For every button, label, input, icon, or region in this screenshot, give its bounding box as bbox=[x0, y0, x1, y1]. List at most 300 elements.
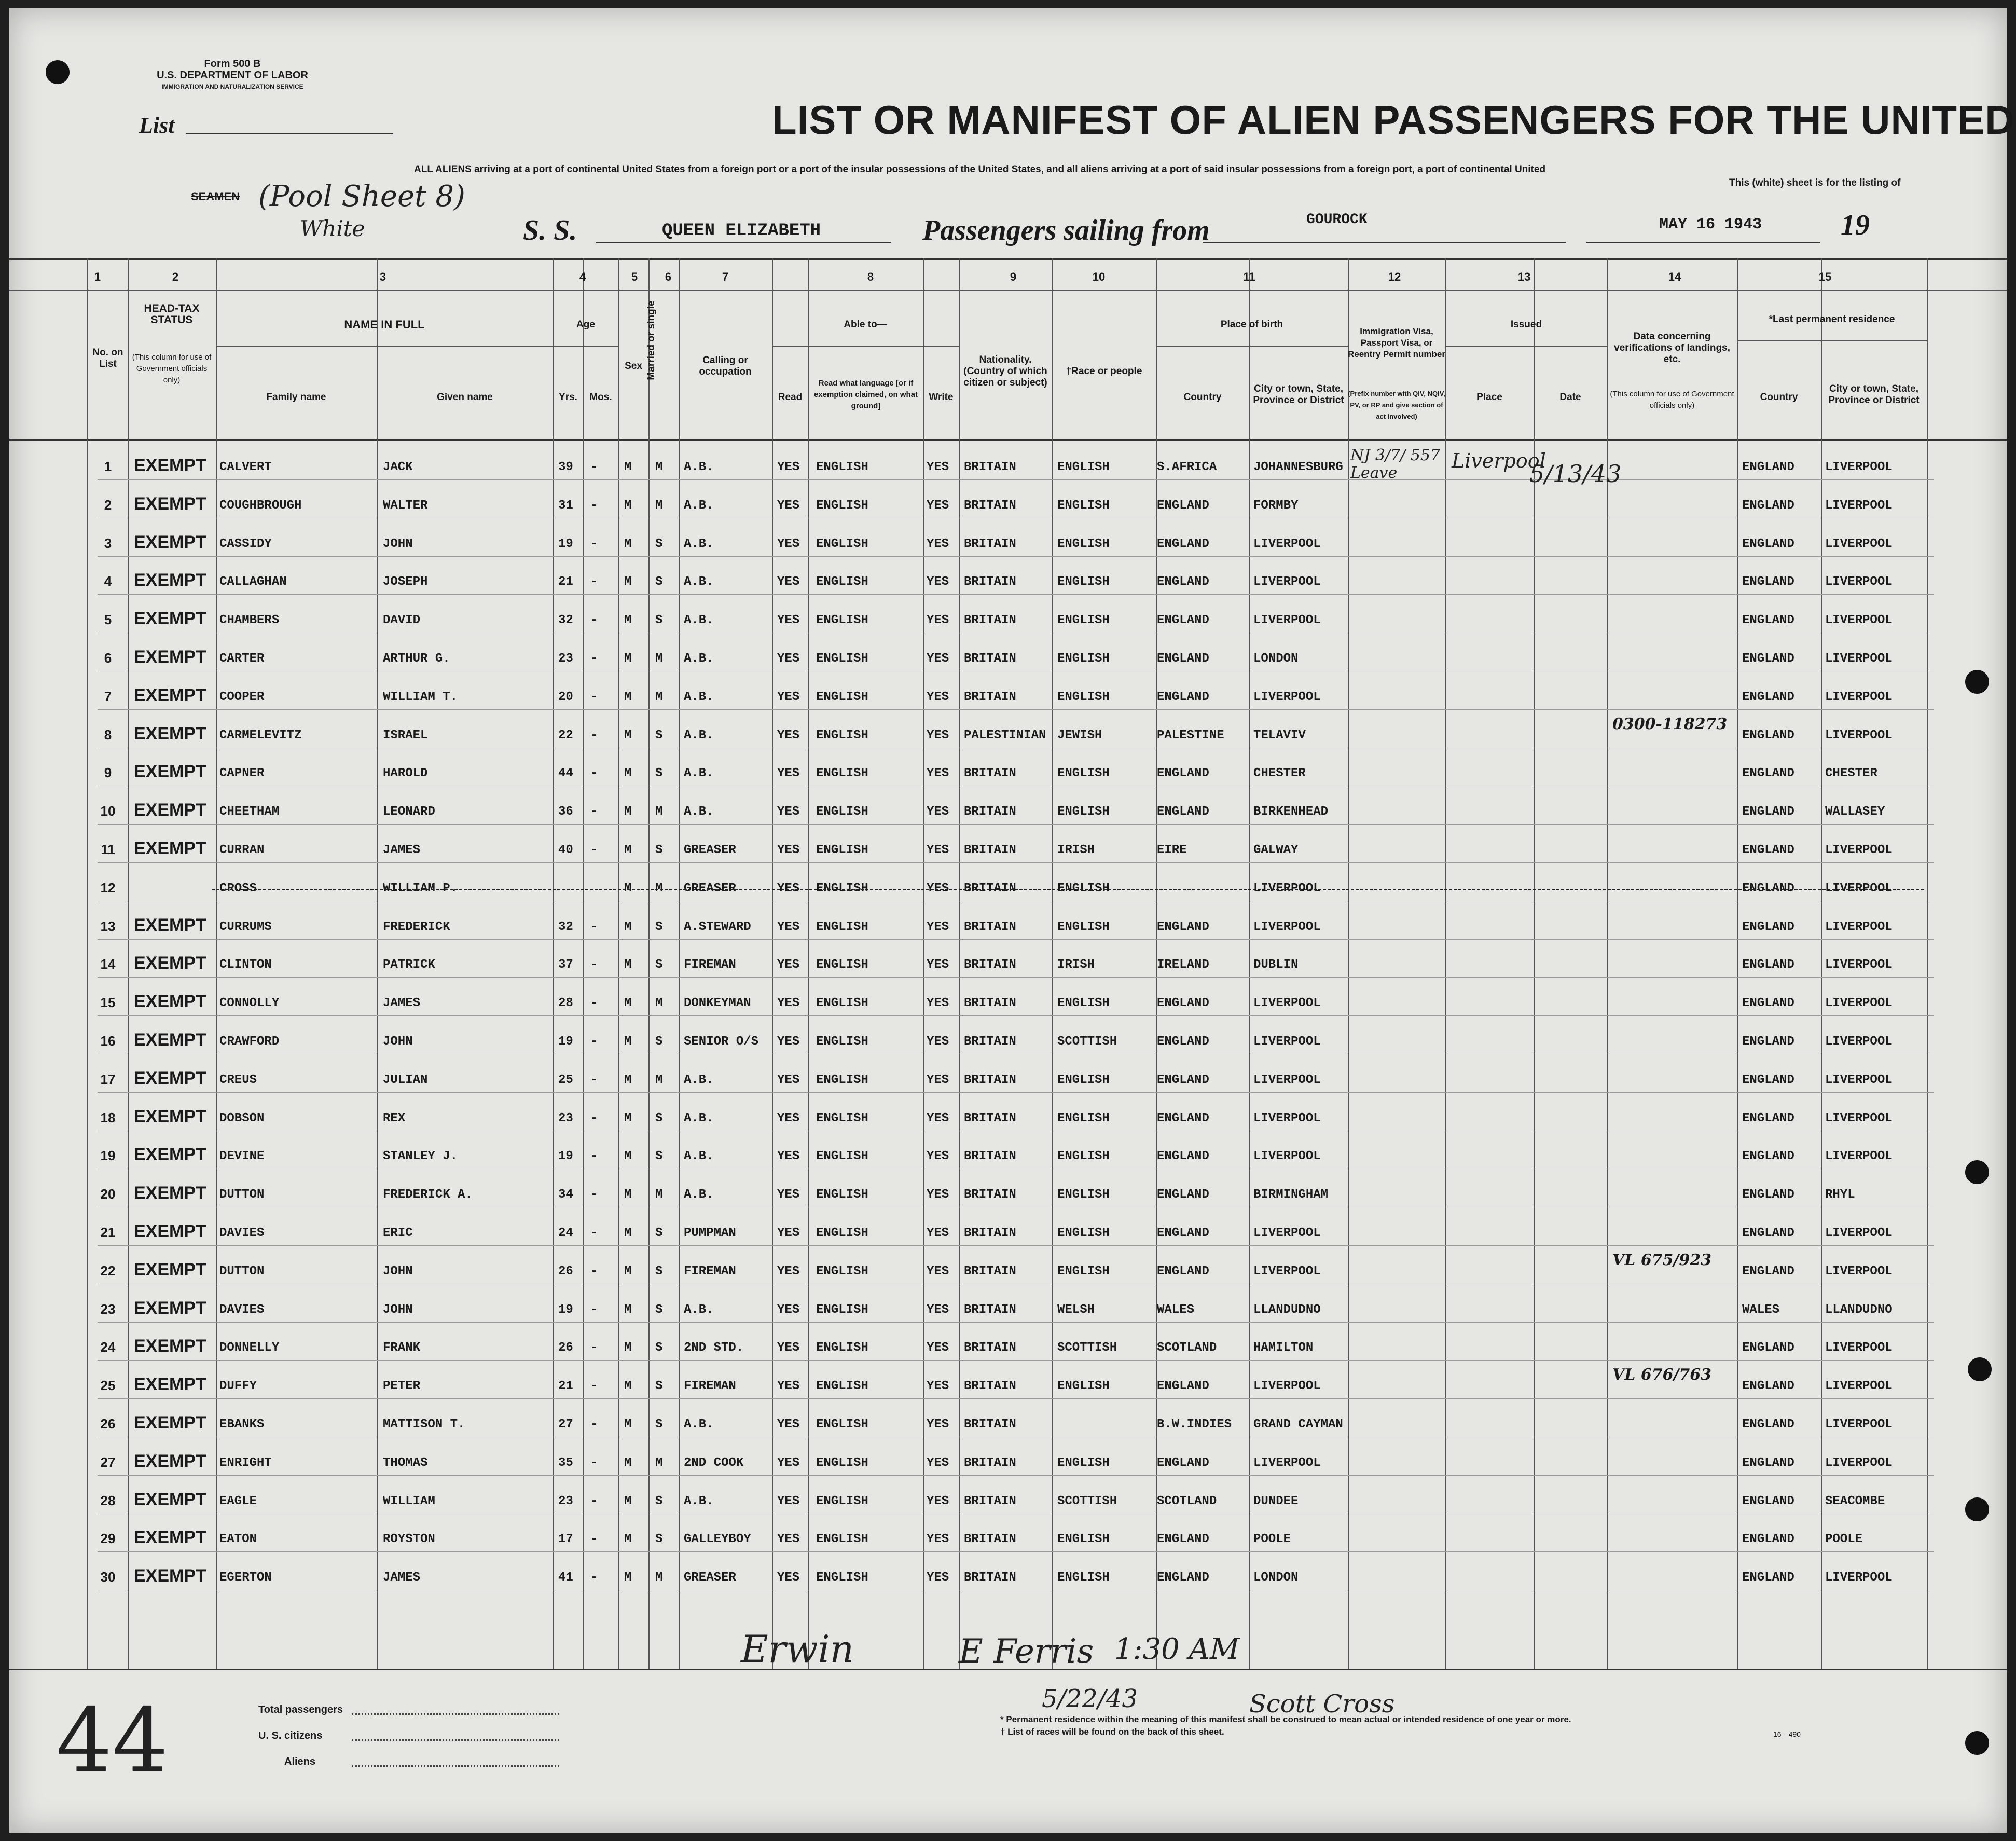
cell-sex: M bbox=[624, 1571, 632, 1585]
cell-lang: ENGLISH bbox=[816, 996, 868, 1011]
row-number: 17 bbox=[100, 1071, 116, 1087]
pool-sheet-note: (Pool Sheet 8) bbox=[258, 180, 465, 213]
cell-lang: ENGLISH bbox=[816, 652, 868, 666]
row-number: 10 bbox=[100, 803, 116, 819]
row-number: 30 bbox=[100, 1569, 116, 1585]
cell-rcountry: ENGLAND bbox=[1742, 805, 1794, 819]
cell-occ: SENIOR O/S bbox=[684, 1035, 759, 1049]
cell-mos: - bbox=[590, 537, 598, 551]
cell-write: YES bbox=[927, 805, 949, 819]
header-mos: Mos. bbox=[589, 392, 612, 403]
cell-yrs: 21 bbox=[558, 1379, 573, 1394]
cell-rcity: LIVERPOOL bbox=[1825, 537, 1893, 551]
cell-race: ENGLISH bbox=[1057, 575, 1110, 589]
punch-hole bbox=[1965, 670, 1989, 694]
cell-write: YES bbox=[927, 881, 949, 896]
cell-mos: - bbox=[590, 1264, 598, 1279]
row-number: 21 bbox=[100, 1225, 116, 1240]
cell-yrs: 41 bbox=[558, 1571, 573, 1585]
cell-sex: M bbox=[624, 766, 632, 781]
header-race: †Race or people bbox=[1066, 366, 1142, 377]
signature-cross: Scott Cross bbox=[1249, 1689, 1395, 1719]
cell-occ: 2ND STD. bbox=[684, 1341, 744, 1355]
cell-lang: ENGLISH bbox=[816, 1571, 868, 1585]
cell-ms: S bbox=[655, 1302, 663, 1317]
cell-mos: - bbox=[590, 996, 598, 1011]
col-num-3: 3 bbox=[379, 270, 386, 283]
head-tax-status: EXEMPT bbox=[134, 1106, 206, 1126]
cell-read: YES bbox=[777, 919, 800, 934]
header-landings: Data concerning verifications of landings, etc. bbox=[1614, 331, 1730, 365]
head-tax-status: EXEMPT bbox=[134, 1413, 206, 1433]
cell-ms: S bbox=[655, 1418, 663, 1432]
header-birth-country: Country bbox=[1183, 392, 1222, 403]
cell-lang: ENGLISH bbox=[816, 1302, 868, 1317]
header-res-city: City or town, State, Province or District bbox=[1828, 383, 1920, 406]
row-number: 20 bbox=[100, 1186, 116, 1202]
cell-occ: A.B. bbox=[684, 805, 714, 819]
cell-write: YES bbox=[927, 1188, 949, 1202]
cell-given: MATTISON T. bbox=[383, 1418, 465, 1432]
cell-ms: S bbox=[655, 1379, 663, 1394]
cell-sex: M bbox=[624, 1264, 632, 1279]
cell-rcountry: ENGLAND bbox=[1742, 1035, 1794, 1049]
row-divider bbox=[98, 939, 1934, 940]
cell-mos: - bbox=[590, 1494, 598, 1508]
cell-yrs: 23 bbox=[558, 1111, 573, 1125]
cell-family: EBANKS bbox=[219, 1418, 265, 1432]
cell-bcountry: ENGLAND bbox=[1157, 1264, 1209, 1279]
cell-bcountry: ENGLAND bbox=[1157, 1379, 1209, 1394]
cell-lang: ENGLISH bbox=[816, 919, 868, 934]
row-divider bbox=[98, 594, 1934, 595]
cell-occ: A.B. bbox=[684, 766, 714, 781]
cell-nat: BRITAIN bbox=[964, 575, 1016, 589]
cell-write: YES bbox=[927, 919, 949, 934]
cell-rcountry: ENGLAND bbox=[1742, 575, 1794, 589]
head-tax-status: EXEMPT bbox=[134, 685, 206, 705]
cell-ms: M bbox=[655, 460, 663, 474]
header-read: Read bbox=[778, 392, 803, 403]
cell-given: LEONARD bbox=[383, 805, 435, 819]
cell-read: YES bbox=[777, 958, 800, 972]
cell-family: CASSIDY bbox=[219, 537, 272, 551]
cell-nat: BRITAIN bbox=[964, 460, 1016, 474]
cell-bcountry: ENGLAND bbox=[1157, 1571, 1209, 1585]
cell-lang: ENGLISH bbox=[816, 1532, 868, 1547]
cell-ms: S bbox=[655, 728, 663, 743]
cell-mos: - bbox=[590, 728, 598, 743]
cell-sex: M bbox=[624, 613, 632, 628]
cell-occ: GREASER bbox=[684, 1571, 736, 1585]
cell-lang: ENGLISH bbox=[816, 498, 868, 513]
header-visa-note: (Prefix number with QIV, NQIV, PV, or RP and give section of act involved) bbox=[1348, 390, 1445, 420]
cell-race: ENGLISH bbox=[1057, 1264, 1110, 1279]
cell-sex: M bbox=[624, 460, 632, 474]
cell-rcountry: ENGLAND bbox=[1742, 1379, 1794, 1394]
cell-rcity: LIVERPOOL bbox=[1825, 881, 1893, 896]
cell-nat: BRITAIN bbox=[964, 1532, 1016, 1547]
cell-nat: BRITAIN bbox=[964, 766, 1016, 781]
header-issued-place: Place bbox=[1476, 392, 1502, 403]
cell-bcity: CHESTER bbox=[1253, 766, 1306, 781]
cell-race: ENGLISH bbox=[1057, 996, 1110, 1011]
cell-occ: A.B. bbox=[684, 575, 714, 589]
cell-bcity: LIVERPOOL bbox=[1253, 690, 1321, 704]
cell-rcountry: ENGLAND bbox=[1742, 996, 1794, 1011]
cell-race: ENGLISH bbox=[1057, 1188, 1110, 1202]
cell-sex: M bbox=[624, 575, 632, 589]
cell-rcity: LIVERPOOL bbox=[1825, 1379, 1893, 1394]
cell-rcountry: ENGLAND bbox=[1742, 728, 1794, 743]
cell-given: STANLEY J. bbox=[383, 1149, 458, 1164]
header-visa: Immigration Visa, Passport Visa, or Reentry Permit number bbox=[1348, 326, 1445, 359]
cell-bcity: BIRKENHEAD bbox=[1253, 805, 1329, 819]
cell-rcountry: ENGLAND bbox=[1742, 652, 1794, 666]
cell-read: YES bbox=[777, 1379, 800, 1394]
cell-nat: BRITAIN bbox=[964, 1149, 1016, 1164]
cell-bcountry: EIRE bbox=[1157, 843, 1187, 857]
cell-ms: M bbox=[655, 1571, 663, 1585]
cell-family: DUFFY bbox=[219, 1379, 257, 1394]
punch-hole bbox=[46, 60, 70, 84]
cell-write: YES bbox=[927, 1035, 949, 1049]
cell-rcountry: ENGLAND bbox=[1742, 1073, 1794, 1087]
cell-family: CONNOLLY bbox=[219, 996, 280, 1011]
cell-rcountry: ENGLAND bbox=[1742, 1532, 1794, 1547]
cell-ms: S bbox=[655, 537, 663, 551]
list-label: List bbox=[139, 113, 175, 138]
cell-lang: ENGLISH bbox=[816, 1073, 868, 1087]
cell-bcountry: ENGLAND bbox=[1157, 613, 1209, 628]
cell-yrs: 31 bbox=[558, 498, 573, 513]
cell-race: ENGLISH bbox=[1057, 1149, 1110, 1164]
cell-given: JAMES bbox=[383, 996, 421, 1011]
manifest-subtitle-1: ALL ALIENS arriving at a port of continental United States from a foreign port or a port of the insular possessions of the United States, and all aliens arriving at a port of said insular possessions from a foreign port, a port of continental United bbox=[414, 164, 1546, 175]
cell-write: YES bbox=[927, 1494, 949, 1508]
row-number: 5 bbox=[104, 612, 112, 628]
cell-occ: A.B. bbox=[684, 690, 714, 704]
cell-nat: BRITAIN bbox=[964, 805, 1016, 819]
cell-mos: - bbox=[590, 652, 598, 666]
cell-rcity: LIVERPOOL bbox=[1825, 690, 1893, 704]
cell-bcity: LONDON bbox=[1253, 652, 1299, 666]
cell-ms: S bbox=[655, 1111, 663, 1125]
cell-bcountry: ENGLAND bbox=[1157, 575, 1209, 589]
cell-lang: ENGLISH bbox=[816, 1111, 868, 1125]
cell-occ: A.B. bbox=[684, 613, 714, 628]
form-header bbox=[134, 58, 331, 92]
row1-issued-place-handwriting: Liverpool bbox=[1452, 449, 1546, 472]
cell-rcountry: ENGLAND bbox=[1742, 537, 1794, 551]
cell-nat: BRITAIN bbox=[964, 652, 1016, 666]
cell-sex: M bbox=[624, 537, 632, 551]
cell-write: YES bbox=[927, 1532, 949, 1547]
service-name: IMMIGRATION AND NATURALIZATION SERVICE bbox=[161, 83, 303, 90]
cell-write: YES bbox=[927, 1111, 949, 1125]
cell-yrs: 23 bbox=[558, 1494, 573, 1508]
cell-family: CROSS bbox=[219, 881, 257, 896]
cell-read: YES bbox=[777, 843, 800, 857]
cell-given: THOMAS bbox=[383, 1455, 428, 1470]
cell-occ: GALLEYBOY bbox=[684, 1532, 751, 1547]
cell-given: WILLIAM P. bbox=[383, 881, 458, 896]
cell-rcity: LIVERPOOL bbox=[1825, 1455, 1893, 1470]
cell-sex: M bbox=[624, 1532, 632, 1547]
head-tax-status: EXEMPT bbox=[134, 1259, 206, 1280]
total-passengers-label: Total passengers bbox=[258, 1704, 343, 1715]
header-issued: Issued bbox=[1510, 319, 1542, 330]
cell-bcountry: ENGLAND bbox=[1157, 805, 1209, 819]
cell-rcity: LLANDUDNO bbox=[1825, 1302, 1893, 1317]
cell-yrs: 19 bbox=[558, 537, 573, 551]
cell-rcountry: ENGLAND bbox=[1742, 1149, 1794, 1164]
cell-race: ENGLISH bbox=[1057, 1111, 1110, 1125]
cell-rcountry: ENGLAND bbox=[1742, 958, 1794, 972]
cell-nat: BRITAIN bbox=[964, 1302, 1016, 1317]
cell-family: CHEETHAM bbox=[219, 805, 280, 819]
cell-ms: M bbox=[655, 498, 663, 513]
cell-mos: - bbox=[590, 460, 598, 474]
cell-bcity: DUBLIN bbox=[1253, 958, 1299, 972]
cell-ms: S bbox=[655, 1035, 663, 1049]
row-number: 4 bbox=[104, 573, 112, 589]
sailing-label: Passengers sailing from bbox=[922, 214, 1210, 246]
row1-issued-date-handwriting: 5/13/43 bbox=[1529, 460, 1622, 488]
cell-yrs: 19 bbox=[558, 1302, 573, 1317]
cell-rcity: WALLASEY bbox=[1825, 805, 1885, 819]
cell-write: YES bbox=[927, 652, 949, 666]
cell-landing: VL 676/763 bbox=[1612, 1366, 1712, 1384]
cell-write: YES bbox=[927, 996, 949, 1011]
cell-sex: M bbox=[624, 652, 632, 666]
row-number: 26 bbox=[100, 1416, 116, 1432]
cell-lang: ENGLISH bbox=[816, 1418, 868, 1432]
cell-given: JOHN bbox=[383, 1264, 413, 1279]
cell-nat: BRITAIN bbox=[964, 919, 1016, 934]
cell-rcity: LIVERPOOL bbox=[1825, 1341, 1893, 1355]
cell-bcity: LIVERPOOL bbox=[1253, 1073, 1321, 1087]
cell-nat: BRITAIN bbox=[964, 537, 1016, 551]
cell-given: ARTHUR G. bbox=[383, 652, 450, 666]
cell-lang: ENGLISH bbox=[816, 1226, 868, 1240]
cell-occ: FIREMAN bbox=[684, 958, 736, 972]
col-num-14: 14 bbox=[1668, 270, 1681, 283]
cell-read: YES bbox=[777, 1418, 800, 1432]
header-nationality: Nationality. (Country of which citizen or subject) bbox=[963, 354, 1047, 388]
cell-lang: ENGLISH bbox=[816, 1264, 868, 1279]
row-number: 22 bbox=[100, 1262, 116, 1279]
cell-mos: - bbox=[590, 1226, 598, 1240]
cell-nat: BRITAIN bbox=[964, 1379, 1016, 1394]
cell-rcity: POOLE bbox=[1825, 1532, 1863, 1547]
cell-write: YES bbox=[927, 575, 949, 589]
cell-write: YES bbox=[927, 1226, 949, 1240]
row-divider bbox=[98, 709, 1934, 710]
cell-bcity: LIVERPOOL bbox=[1253, 1455, 1321, 1470]
cell-write: YES bbox=[927, 498, 949, 513]
time-note: 1:30 AM bbox=[1114, 1632, 1240, 1666]
cell-bcity: LIVERPOOL bbox=[1253, 996, 1321, 1011]
punch-hole bbox=[1965, 1497, 1989, 1521]
cell-nat: BRITAIN bbox=[964, 843, 1016, 857]
cell-rcity: RHYL bbox=[1825, 1188, 1855, 1202]
cell-ms: S bbox=[655, 1532, 663, 1547]
cell-mos: - bbox=[590, 1073, 598, 1087]
cell-nat: PALESTINIAN bbox=[964, 728, 1046, 743]
row-divider bbox=[98, 1322, 1934, 1323]
cell-bcountry: SCOTLAND bbox=[1157, 1341, 1217, 1355]
cell-occ: A.B. bbox=[684, 1149, 714, 1164]
cell-write: YES bbox=[927, 766, 949, 781]
col-num-13: 13 bbox=[1517, 270, 1531, 283]
cell-yrs: 44 bbox=[558, 766, 573, 781]
row-number: 27 bbox=[100, 1454, 116, 1470]
cell-mos: - bbox=[590, 1188, 598, 1202]
cell-race: ENGLISH bbox=[1057, 1379, 1110, 1394]
cell-yrs: 19 bbox=[558, 1035, 573, 1049]
cell-bcountry: ENGLAND bbox=[1157, 1532, 1209, 1547]
cell-given: JAMES bbox=[383, 843, 421, 857]
cell-read: YES bbox=[777, 728, 800, 743]
row-divider bbox=[98, 862, 1934, 863]
cell-ms: S bbox=[655, 766, 663, 781]
cell-write: YES bbox=[927, 537, 949, 551]
cell-rcountry: ENGLAND bbox=[1742, 1264, 1794, 1279]
head-tax-status: EXEMPT bbox=[134, 493, 206, 514]
head-tax-status: EXEMPT bbox=[134, 1145, 206, 1165]
cell-given: REX bbox=[383, 1111, 406, 1125]
strikethrough-line bbox=[212, 889, 1924, 890]
cell-race: ENGLISH bbox=[1057, 805, 1110, 819]
cell-rcity: SEACOMBE bbox=[1825, 1494, 1885, 1508]
cell-mos: - bbox=[590, 805, 598, 819]
cell-rcountry: ENGLAND bbox=[1742, 1418, 1794, 1432]
cell-sex: M bbox=[624, 1073, 632, 1087]
cell-yrs: 27 bbox=[558, 1418, 573, 1432]
row-divider bbox=[98, 1015, 1934, 1016]
cell-ms: S bbox=[655, 919, 663, 934]
cell-race: ENGLISH bbox=[1057, 1571, 1110, 1585]
cell-sex: M bbox=[624, 919, 632, 934]
cell-read: YES bbox=[777, 1226, 800, 1240]
head-tax-status: EXEMPT bbox=[134, 1489, 206, 1509]
cell-occ: PUMPMAN bbox=[684, 1226, 736, 1240]
sheet-number: 44 bbox=[56, 1689, 169, 1792]
head-tax-status: EXEMPT bbox=[134, 915, 206, 935]
cell-read: YES bbox=[777, 1149, 800, 1164]
cell-family: DONNELLY bbox=[219, 1341, 280, 1355]
cell-write: YES bbox=[927, 843, 949, 857]
cell-read: YES bbox=[777, 613, 800, 628]
row-number: 7 bbox=[104, 688, 112, 704]
head-tax-status: EXEMPT bbox=[134, 953, 206, 973]
cell-occ: DONKEYMAN bbox=[684, 996, 751, 1011]
cell-race: ENGLISH bbox=[1057, 1532, 1110, 1547]
cell-bcity: LIVERPOOL bbox=[1253, 1111, 1321, 1125]
cell-sex: M bbox=[624, 958, 632, 972]
header-issued-date: Date bbox=[1559, 392, 1581, 403]
cell-read: YES bbox=[777, 652, 800, 666]
cell-occ: A.B. bbox=[684, 1418, 714, 1432]
cell-family: CARMELEVITZ bbox=[219, 728, 302, 743]
cell-bcity: BIRMINGHAM bbox=[1253, 1188, 1329, 1202]
row-number: 18 bbox=[100, 1109, 116, 1125]
manifest-subtitle-2: This (white) sheet is for the listing of bbox=[1729, 177, 1901, 188]
head-tax-status: EXEMPT bbox=[134, 1221, 206, 1241]
cell-given: PATRICK bbox=[383, 958, 435, 972]
col-num-1: 1 bbox=[94, 270, 101, 283]
footnote-races: † List of races will be found on the back of this sheet. bbox=[1000, 1727, 1224, 1737]
cell-ms: M bbox=[655, 1073, 663, 1087]
cell-given: JOHN bbox=[383, 1035, 413, 1049]
row-number: 8 bbox=[104, 726, 112, 743]
row-number: 29 bbox=[100, 1531, 116, 1547]
cell-given: FREDERICK A. bbox=[383, 1188, 473, 1202]
cell-family: COUGHBROUGH bbox=[219, 498, 302, 513]
cell-ms: S bbox=[655, 1264, 663, 1279]
cell-nat: BRITAIN bbox=[964, 1341, 1016, 1355]
cell-bcountry: PALESTINE bbox=[1157, 728, 1224, 743]
ss-label: S. S. bbox=[523, 214, 577, 246]
cell-given: JOSEPH bbox=[383, 575, 428, 589]
header-place-of-birth: Place of birth bbox=[1220, 319, 1283, 330]
row-number: 23 bbox=[100, 1301, 116, 1317]
cell-bcity: LIVERPOOL bbox=[1253, 1149, 1321, 1164]
cell-ms: M bbox=[655, 996, 663, 1011]
cell-rcity: LIVERPOOL bbox=[1825, 1226, 1893, 1240]
head-tax-status: EXEMPT bbox=[134, 532, 206, 552]
cell-race: ENGLISH bbox=[1057, 690, 1110, 704]
cell-family: CHAMBERS bbox=[219, 613, 280, 628]
cell-read: YES bbox=[777, 1494, 800, 1508]
cell-occ: GREASER bbox=[684, 881, 736, 896]
cell-ms: S bbox=[655, 1149, 663, 1164]
cell-rcity: LIVERPOOL bbox=[1825, 1571, 1893, 1585]
cell-rcountry: ENGLAND bbox=[1742, 881, 1794, 896]
cell-ms: S bbox=[655, 843, 663, 857]
cell-family: CURRUMS bbox=[219, 919, 272, 934]
cell-nat: BRITAIN bbox=[964, 958, 1016, 972]
cell-yrs: 19 bbox=[558, 1149, 573, 1164]
cell-occ: A.B. bbox=[684, 1111, 714, 1125]
head-tax-status: EXEMPT bbox=[134, 1375, 206, 1395]
cell-rcity: LIVERPOOL bbox=[1825, 1111, 1893, 1125]
cell-lang: ENGLISH bbox=[816, 1455, 868, 1470]
cell-family: EATON bbox=[219, 1532, 257, 1547]
signature-ferris: E Ferris bbox=[959, 1632, 1094, 1671]
cell-yrs: 32 bbox=[558, 613, 573, 628]
cell-bcity: LONDON bbox=[1253, 1571, 1299, 1585]
cell-lang: ENGLISH bbox=[816, 537, 868, 551]
cell-occ: A.B. bbox=[684, 498, 714, 513]
cell-rcity: LIVERPOOL bbox=[1825, 843, 1893, 857]
cell-mos: - bbox=[590, 1341, 598, 1355]
cell-rcity: LIVERPOOL bbox=[1825, 652, 1893, 666]
cell-rcountry: ENGLAND bbox=[1742, 843, 1794, 857]
cell-write: YES bbox=[927, 1073, 949, 1087]
cell-occ: A.B. bbox=[684, 1302, 714, 1317]
cell-race: ENGLISH bbox=[1057, 460, 1110, 474]
cell-race: ENGLISH bbox=[1057, 766, 1110, 781]
cell-family: CARTER bbox=[219, 652, 265, 666]
cell-rcountry: ENGLAND bbox=[1742, 1111, 1794, 1125]
date-note: 5/22/43 bbox=[1042, 1684, 1138, 1713]
cell-nat: BRITAIN bbox=[964, 1418, 1016, 1432]
head-tax-status: EXEMPT bbox=[134, 800, 206, 820]
cell-family: CALLAGHAN bbox=[219, 575, 287, 589]
cell-ms: M bbox=[655, 881, 663, 896]
